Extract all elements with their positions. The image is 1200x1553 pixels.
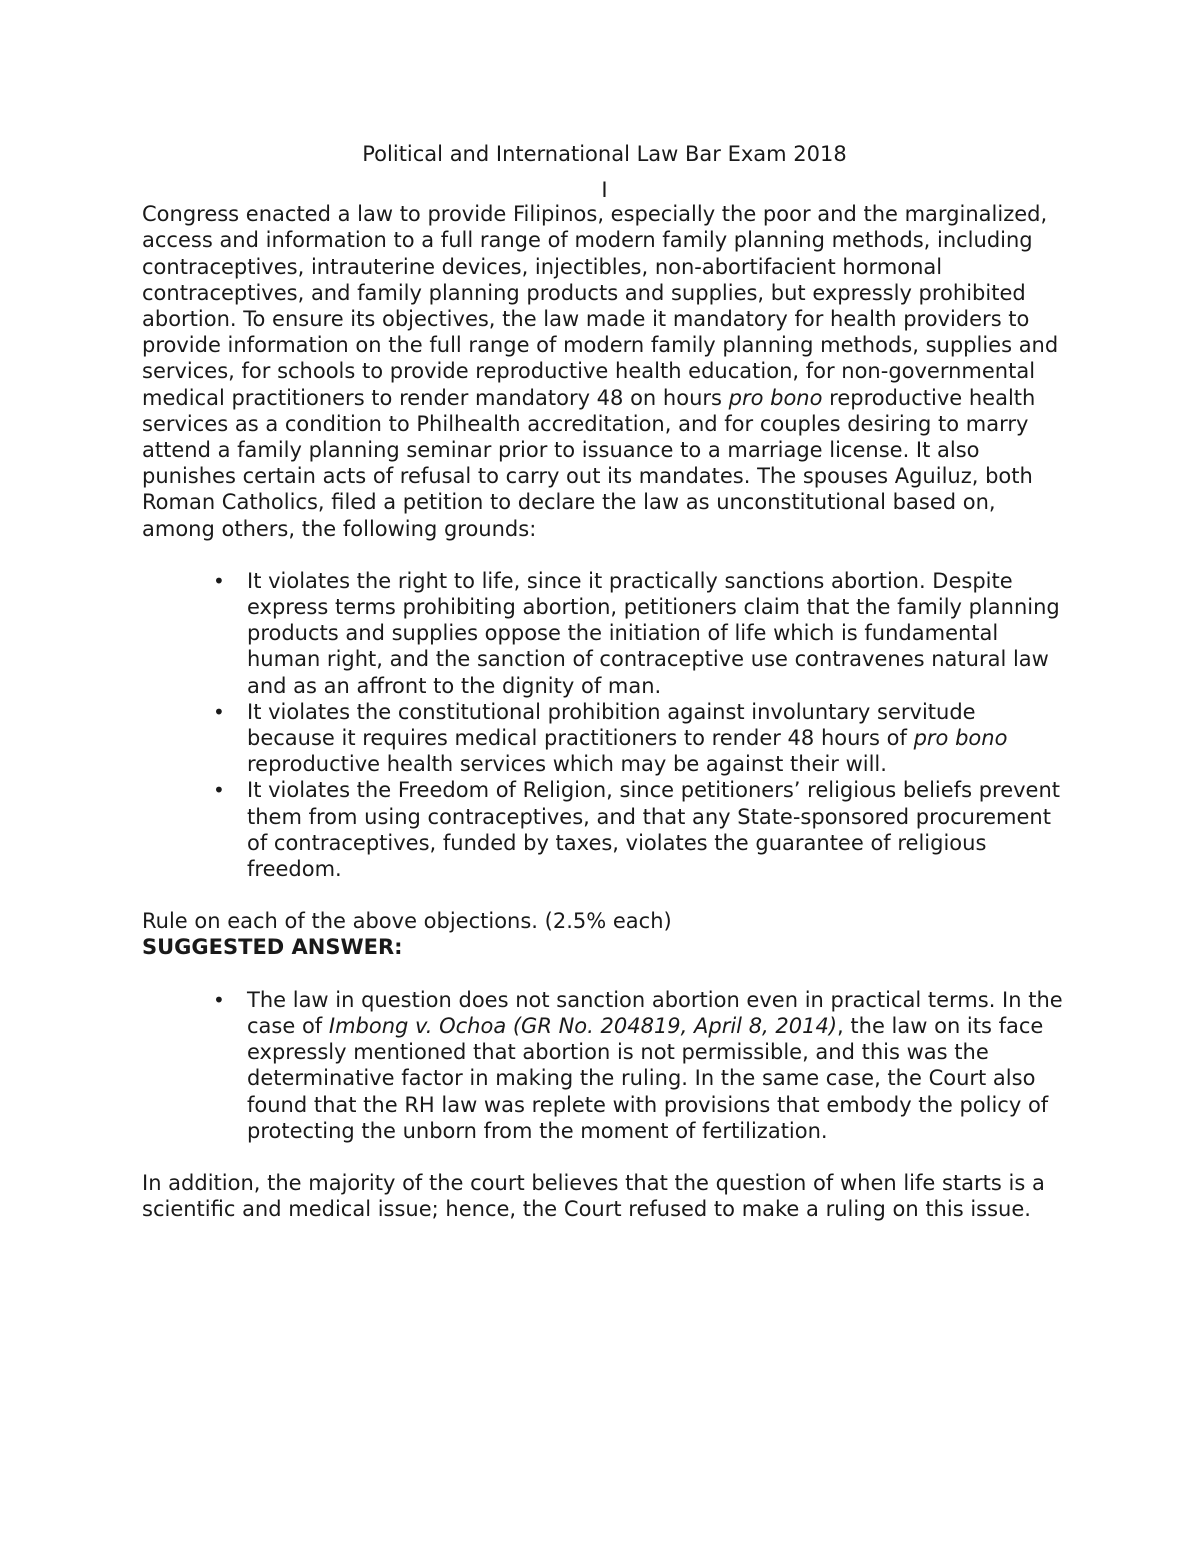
facts-part-1: Congress enacted a law to provide Filipinos, especially the poor and the marginalized, access and information to a full range of modern family planning methods, including contraceptives, intrauterine devices, injectibles, non-abortifacient hormonal contraceptives, and family planning products and supplies, but expressly prohibited abortion. To ensure its objectives, the law made it mandatory for health providers to provide information on the full range of modern family planning methods, supplies and services, for schools to provide reproductive health education, for non-governmental medical practitioners to render mandatory 48 on hours [142, 202, 1059, 410]
bullet-icon: • [213, 699, 225, 724]
ground-text: It violates the right to life, since it practically sanctions abortion. Despite express terms prohibiting abortion, petitioners claim that the family planning products and supplies oppose the initiation of life which is fundamental human right, and the sanction of contraceptive use contravenes natural law and as an affront to the dignity of man. [247, 568, 1060, 698]
facts-part-2: reproductive health services as a condition to Philhealth accreditation, and for couples desiring to marry attend a family planning seminar prior to issuance to a marriage license. It also punishes certain acts of refusal to carry out its mandates. The spouses Aguiluz, both Roman Catholics, filed a petition to declare the law as unconstitutional based on, among others, the following grounds: [142, 385, 1036, 541]
answer-text-after: , the law on its face expressly mentioned that abortion is not permissible, and this was the determinative factor in making the ruling. In the same case, the Court also found that the RH law was replete with provisions that embody the policy of protecting the unborn from the moment of fertilization. [247, 1013, 1049, 1143]
bullet-icon: • [213, 987, 225, 1012]
ground-text-italic: pro bono [913, 726, 1008, 751]
question-number: I [601, 178, 608, 203]
facts-paragraph [142, 201, 1067, 542]
list-item [213, 568, 1067, 699]
document-page [142, 141, 1067, 1222]
list-item [213, 699, 1067, 778]
bullet-icon: • [213, 778, 225, 803]
instruction-text: Rule on each of the above objections. (2.5% each) [142, 909, 672, 934]
grounds-list [142, 568, 1067, 882]
answer-heading: SUGGESTED ANSWER: [142, 935, 403, 960]
ground-text-before: It violates the constitutional prohibition against involuntary servitude because it requires medical practitioners to render 48 hours of [247, 699, 976, 751]
bullet-icon: • [213, 568, 225, 593]
answer-text-before: The law in question does not sanction abortion even in practical terms. In the case of [247, 987, 1063, 1038]
list-item [213, 987, 1067, 1144]
answer-list [142, 987, 1067, 1144]
list-item [213, 777, 1067, 882]
closing-paragraph: In addition, the majority of the court believes that the question of when life starts is a scientific and medical issue; hence, the Court refused to make a ruling on this issue. [142, 1170, 1045, 1222]
case-citation: Imbong v. Ochoa (GR No. 204819, April 8, 2014) [328, 1013, 838, 1038]
facts-italic: pro bono [728, 385, 823, 410]
document-title: Political and International Law Bar Exam 2018 [362, 142, 847, 166]
ground-text: It violates the Freedom of Religion, since petitioners’ religious beliefs prevent them from using contraceptives, and that any State-sponsored procurement of contraceptives, funded by taxes, violates the guarantee of religious freedom. [247, 778, 1061, 882]
ground-text-after: reproductive health services which may be against their will. [247, 752, 887, 777]
